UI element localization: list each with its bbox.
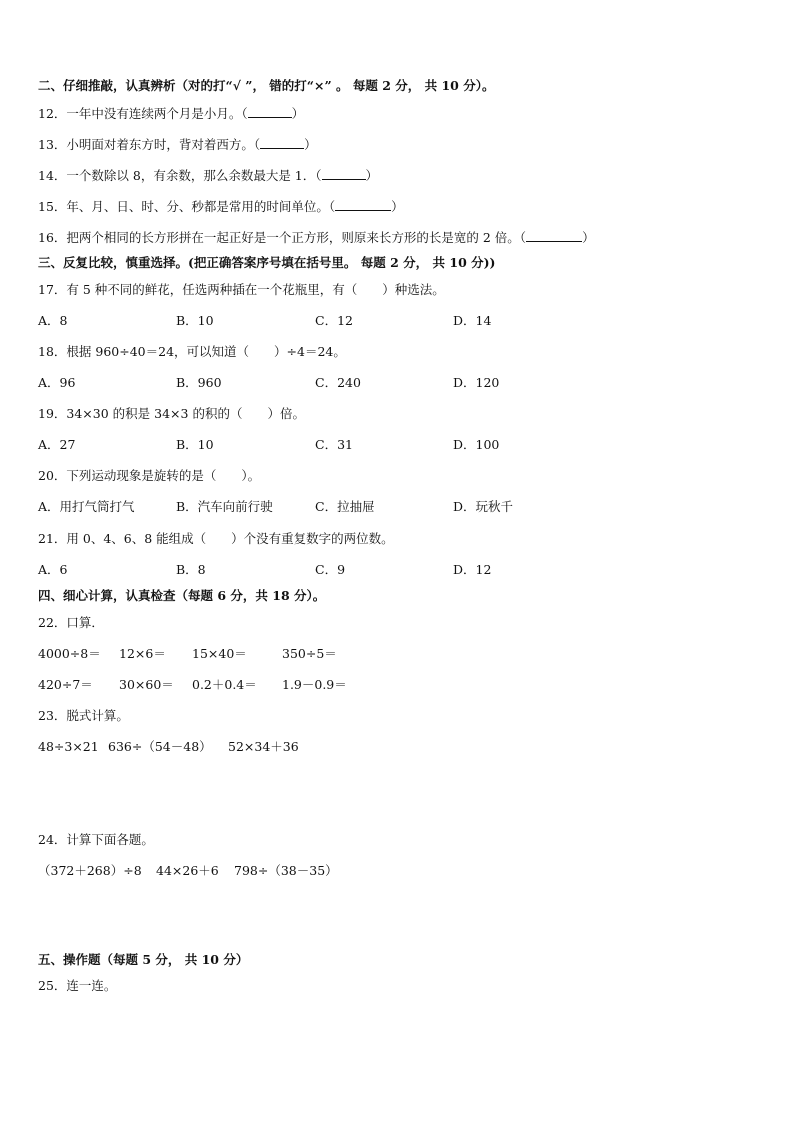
answer-blank[interactable]	[335, 198, 391, 211]
option-a[interactable]: A．8	[38, 313, 68, 328]
question-24-title: 24．计算下面各题。	[38, 832, 154, 847]
step-calc-expr: 636÷（54－48）	[108, 739, 212, 754]
option-a[interactable]: A．用打气筒打气	[38, 499, 135, 514]
option-c[interactable]: C．9	[315, 562, 346, 577]
option-d[interactable]: D．14	[453, 313, 492, 328]
question-16: 16．把两个相同的长方形拼在一起正好是一个正方形，则原来长方形的长是宽的 2 倍。（ ）	[38, 230, 595, 245]
oral-calc-item: 420÷7＝	[38, 677, 93, 692]
answer-blank[interactable]	[526, 229, 582, 242]
option-b[interactable]: B．10	[176, 313, 214, 328]
calc-expr: （372＋268）÷8	[38, 863, 142, 878]
option-c[interactable]: C．240	[315, 375, 361, 390]
section-3-header: 三、反复比较，慎重选择。(把正确答案序号填在括号里。 每题 2 分， 共 10 分))	[38, 255, 496, 270]
option-d[interactable]: D．玩秋千	[453, 499, 514, 514]
question-17: 17．有 5 种不同的鲜花，任选两种插在一个花瓶里，有（ ）种选法。	[38, 282, 445, 297]
oral-calc-item: 4000÷8＝	[38, 646, 101, 661]
question-14: 14．一个数除以 8，有余数，那么余数最大是 1．（ ）	[38, 168, 379, 183]
question-23-title: 23．脱式计算。	[38, 708, 129, 723]
oral-calc-item: 12×6＝	[119, 646, 166, 661]
option-a[interactable]: A．96	[38, 375, 76, 390]
option-b[interactable]: B．汽车向前行驶	[176, 499, 273, 514]
section-5-header: 五、操作题（每题 5 分， 共 10 分）	[38, 952, 249, 967]
question-15: 15．年、月、日、时、分、秒都是常用的时间单位。（ ）	[38, 199, 404, 214]
section-2-header: 二、仔细推敲，认真辨析（对的打“√ ”， 错的打“×” 。 每题 2 分， 共 10 分）。	[38, 78, 495, 93]
step-calc-expr: 48÷3×21	[38, 739, 99, 754]
option-d[interactable]: D．12	[453, 562, 492, 577]
answer-blank[interactable]	[322, 167, 366, 180]
option-a[interactable]: A．6	[38, 562, 68, 577]
question-13: 13．小明面对着东方时，背对着西方。（ ）	[38, 137, 317, 152]
question-18: 18．根据 960÷40＝24，可以知道（ ）÷4＝24。	[38, 344, 346, 359]
calc-expr: 798÷（38－35）	[234, 863, 338, 878]
question-25: 25．连一连。	[38, 978, 117, 993]
option-b[interactable]: B．8	[176, 562, 206, 577]
step-calc-expr: 52×34＋36	[228, 739, 299, 754]
option-d[interactable]: D．120	[453, 375, 500, 390]
oral-calc-item: 1.9－0.9＝	[282, 677, 347, 692]
answer-blank[interactable]	[248, 105, 292, 118]
oral-calc-item: 15×40＝	[192, 646, 247, 661]
question-19: 19．34×30 的积是 34×3 的积的（ ）倍。	[38, 406, 305, 421]
option-b[interactable]: B．960	[176, 375, 222, 390]
option-b[interactable]: B．10	[176, 437, 214, 452]
question-20: 20．下列运动现象是旋转的是（ ）。	[38, 468, 261, 483]
question-12: 12．一年中没有连续两个月是小月。（ ）	[38, 106, 305, 121]
option-d[interactable]: D．100	[453, 437, 500, 452]
question-22-title: 22．口算．	[38, 615, 104, 630]
section-4-header: 四、细心计算，认真检查（每题 6 分，共 18 分）。	[38, 588, 326, 603]
answer-blank[interactable]	[260, 136, 304, 149]
option-c[interactable]: C．12	[315, 313, 353, 328]
oral-calc-item: 0.2＋0.4＝	[192, 677, 257, 692]
question-21: 21．用 0、4、6、8 能组成（ ）个没有重复数字的两位数。	[38, 531, 394, 546]
oral-calc-item: 30×60＝	[119, 677, 174, 692]
calc-expr: 44×26＋6	[156, 863, 219, 878]
option-c[interactable]: C．拉抽屉	[315, 499, 375, 514]
option-a[interactable]: A．27	[38, 437, 76, 452]
oral-calc-item: 350÷5＝	[282, 646, 337, 661]
option-c[interactable]: C．31	[315, 437, 353, 452]
